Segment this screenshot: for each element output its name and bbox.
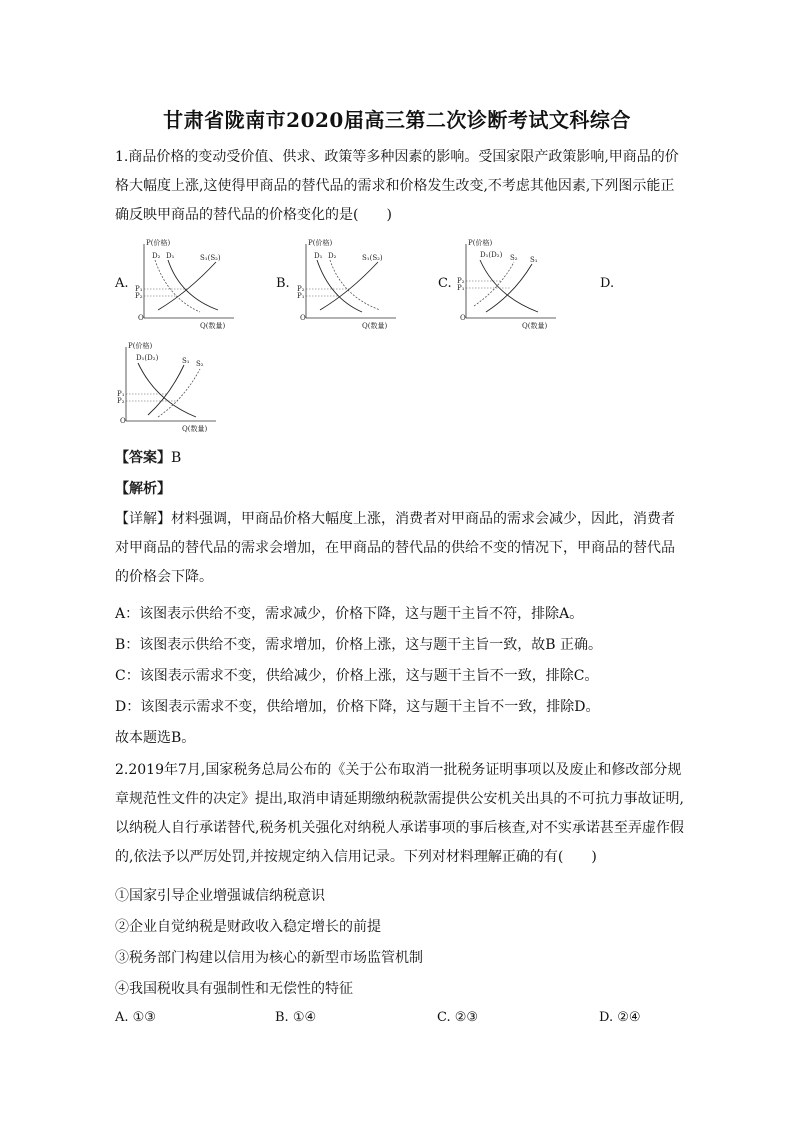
graph-a-curve-label-3: S₁(S₂)	[200, 254, 221, 262]
graph-a-price-label-1: P₁	[135, 285, 143, 293]
analysis-line-a: A：该图表示供给不变，需求减少，价格下降，这与题干主旨不符，排除A。	[115, 606, 584, 622]
graph-d-curve-label-2: S₁	[182, 357, 190, 365]
graph-d-xlabel: Q(数量)	[182, 425, 208, 433]
detail-paragraph	[115, 505, 685, 592]
graph-a-xlabel: Q(数量)	[200, 322, 226, 330]
q2-item-4: ④我国税收具有强制性和无偿性的特征	[115, 981, 353, 997]
graph-c-xlabel: Q(数量)	[522, 322, 548, 330]
option-a-label: A.	[115, 276, 129, 291]
graph-b-curve-label-3: S₁(S₂)	[362, 254, 383, 262]
graph-b-curve-label-1: D₁	[314, 252, 323, 260]
graph-d	[112, 339, 222, 433]
graph-b-price-label-2: P₁	[297, 292, 305, 300]
analysis-line	[115, 478, 690, 498]
q2-choice-b: B. ①④	[275, 1010, 317, 1025]
q2-choice-c: C. ②③	[437, 1010, 479, 1025]
graph-a	[130, 236, 240, 330]
graph-c-origin: O	[460, 314, 466, 322]
detail-text: 材料强调，甲商品价格大幅度上涨，消费者对甲商品的需求会减少，因此，消费者对甲商品的替代品的需求会增加，在甲商品的替代品的供给不变的情况下，甲商品的替代品的价格会下降。	[115, 511, 675, 585]
graph-a-supply	[158, 262, 216, 310]
graph-d-ylabel: P(价格)	[128, 342, 153, 350]
graph-b-price-label-1: P₂	[297, 285, 305, 293]
graph-a-price-label-2: P₂	[135, 292, 143, 300]
graph-d-curve-label-3: S₂	[196, 360, 204, 368]
graph-d-price-label-1: P₁	[117, 390, 125, 398]
graph-c-price-label-2: P₁	[457, 284, 465, 292]
graph-b	[292, 236, 402, 330]
graph-d-supply-s1	[148, 365, 184, 415]
graph-b-origin: O	[300, 314, 306, 322]
graph-a-origin: O	[138, 314, 144, 322]
answer-line	[115, 447, 690, 467]
graph-d-curve-label-1: D₁(D₂)	[136, 354, 159, 362]
q2-item-2: ②企业自觉纳税是财政收入稳定增长的前提	[115, 919, 381, 935]
graph-d-demand	[138, 363, 196, 417]
page-title: 甘肃省陇南市2020届高三第二次诊断考试文科综合	[163, 108, 631, 132]
analysis-line-c: C：该图表示需求不变，供给减少，价格上涨，这与题干主旨不一致，排除C。	[115, 668, 599, 684]
option-d-label: D.	[600, 276, 615, 291]
graph-c-ylabel: P(价格)	[468, 239, 493, 247]
graph-d-price-label-2: P₂	[117, 397, 125, 405]
q2-choice-a: A. ①③	[115, 1010, 156, 1025]
detail-tag: 【详解】	[115, 511, 171, 527]
option-b-label: B.	[276, 276, 290, 291]
graph-c-curve-label-2: S₂	[510, 254, 518, 262]
analysis-line-d: D：该图表示需求不变，供给增加，价格下降，这与题干主旨不一致，排除D。	[115, 699, 600, 715]
graph-a-curve-label-2: D₁	[166, 252, 175, 260]
graph-a-ylabel: P(价格)	[146, 239, 171, 247]
graph-c-curve-label-1: D₁(D₂)	[480, 251, 503, 259]
graph-c-supply-s2	[474, 262, 514, 306]
graph-a-curve-label-1: D₂	[152, 252, 161, 260]
answer-tag: 【答案】	[115, 450, 171, 466]
q2-item-3: ③税务部门构建以信用为核心的新型市场监管机制	[115, 950, 423, 966]
question-1-stem: 1.商品价格的变动受价值、供求、政策等多种因素的影响。受国家限产政策影响,甲商品的价格大幅度上涨,这使得甲商品的替代品的需求和价格发生改变,不考虑其他因素,下列图示能正确反映甲商品的替代品的价格变化的是( )	[115, 149, 679, 223]
analysis-conclusion: 故本题选B。	[115, 730, 196, 746]
graph-a-demand-d2	[155, 260, 200, 312]
graph-b-demand-d1	[317, 260, 362, 312]
graph-b-ylabel: P(价格)	[308, 239, 333, 247]
option-c-label: C.	[438, 276, 452, 291]
question-2-stem: 2.2019年7月,国家税务总局公布的《关于公布取消一批税务证明事项以及废止和修改部分规章规范性文件的决定》提出,取消申请延期缴纳税款需提供公安机关出具的不可抗力事故证明,以纳税人自行承诺替代,税务机关强化对纳税人承诺事项的事后核查,对不实承诺甚至弄虚作假的,依法予以严厉处罚,并按规定纳入信用记录。下列对材料理解正确的有( )	[115, 762, 684, 865]
graph-c	[452, 236, 562, 330]
graph-d-supply-s2	[158, 369, 200, 417]
graph-c-price-label-1: P₂	[457, 277, 465, 285]
graph-b-curve-label-2: D₂	[328, 252, 337, 260]
analysis-line-b: B：该图表示供给不变，需求增加，价格上涨，这与题干主旨一致，故B 正确。	[115, 637, 603, 653]
analysis-tag: 【解析】	[115, 481, 171, 497]
graph-c-curve-label-3: S₁	[530, 256, 538, 264]
graph-d-origin: O	[120, 417, 126, 425]
q2-choice-d: D. ②④	[599, 1010, 641, 1025]
graph-b-supply	[320, 262, 378, 310]
q2-item-1: ①国家引导企业增强诚信纳税意识	[115, 888, 325, 904]
answer-value: B	[171, 450, 182, 466]
graph-b-xlabel: Q(数量)	[362, 322, 388, 330]
